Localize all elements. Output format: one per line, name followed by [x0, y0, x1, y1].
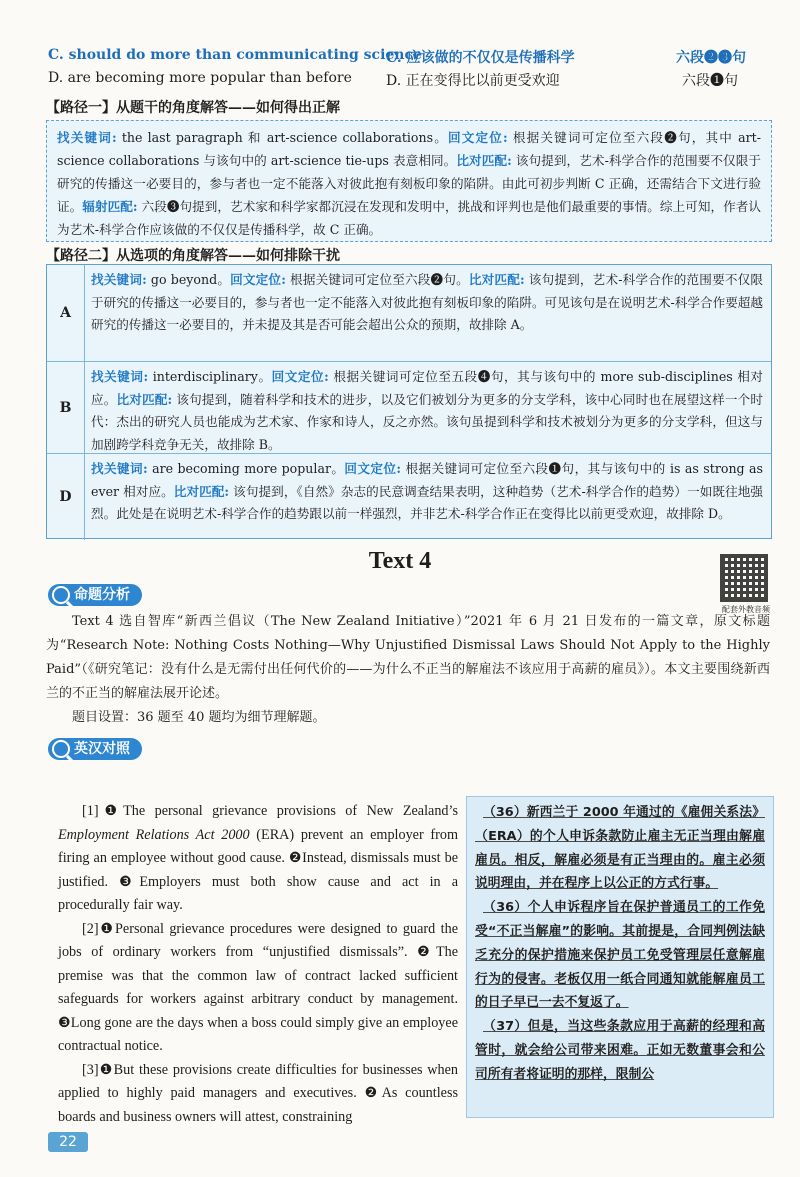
- match-label: 比对匹配:: [116, 391, 173, 407]
- english-paragraph-3: [3]❶But these provisions create difficulties for businesses when applied to highly paid managers and executives. ❷As countless boards and business owners will attest, constraining: [58, 1061, 458, 1125]
- text4-title: Text 4: [368, 548, 432, 574]
- locate-label: 回文定位:: [271, 369, 329, 384]
- keyword-label: 找关键词:: [91, 272, 147, 287]
- route1-heading: 【路径一】从题干的角度解答——如何得出正解: [46, 100, 340, 116]
- english-text: (ERA) prevent an employer from firing an employee without good cause. ❷Instead, dismissals must be justified. ❸Employers must both show cause and act in a procedurally fair way.: [58, 826, 458, 913]
- english-text: [1]❶The personal grievance provisions of New Zealand’s: [82, 803, 458, 819]
- option-letter: B: [47, 362, 85, 453]
- option-c-cn: C. 应该做的不仅仅是传播科学: [386, 50, 575, 66]
- analysis-label: [48, 584, 142, 606]
- option-text: 该句提到，随着科学和技术的进步，以及它们被划分为更多的分支学科，该中心同时也在展望这样一个时代：杰出的研究人员也能成为艺术家、作家和诗人，反之亦然。该句虽提到科学和技术被划分为更多的分支学科，但这与加剧跨学科竞争无关，故排除 B。: [91, 391, 763, 452]
- keyword-label: 找关键词:: [91, 461, 148, 476]
- option-text: 根据关键词可定位至五段❹句，其与该句中的 more sub-disciplines 相对应。: [91, 369, 763, 407]
- option-text: 该句提到，艺术-科学合作的范围要不仅限于研究的传播这一必要目的，参与者也一定不能落入对彼此抱有刻板印象的陷阱。可见该句是在说明艺术-科学合作要超越研究的传播这一必要目的，并未提及其是否可能会超出公众的预期，故排除 A。: [91, 272, 763, 332]
- route1-text: the last paragraph 和 art-science collaborations。: [116, 130, 448, 145]
- option-d-ref: 六段❶句: [682, 73, 738, 89]
- option-explanation: [91, 269, 763, 337]
- option-row-b: [47, 361, 771, 453]
- bilingual-label: [48, 738, 142, 760]
- option-letter: D: [47, 454, 85, 540]
- english-paragraph-2: [2]❶Personal grievance procedures were designed to guard the jobs of ordinary workers from “unjustified dismissals”. ❷The premise was that the common law of contract lacked sufficient safeguards for workers against arbitrary conduct by management. ❸Long gone are the days when a boss could simply give an employee contractual notice.: [58, 920, 458, 1054]
- magnifier-icon: [52, 586, 70, 604]
- chinese-paragraph-2: （36）个人申诉程序旨在保护普通员工的工作免受“不正当解雇”的影响。其前提是，合同判例法缺乏充分的保护措施来保护员工免受管理层任意解雇行为的侵害。老板仅用一纸合同通知就能解雇员工的日子早已一去不复返了。: [475, 900, 765, 1011]
- radiate-label: 辐射匹配:: [82, 199, 138, 214]
- analysis-paragraph: Text 4 选自智库“新西兰倡议（The New Zealand Initiative）”2021 年 6 月 21 日发布的一篇文章，原文标题为“Research Note: Nothing Costs Nothing—Why Unjustified Dismissal Laws Should Not Apply to the Highly Paid”（《研究笔记：没有什么是无需付出任何代价的——为什么不正当的解雇法不该应用于高薪的雇员》）。本文主要围绕新西兰的不正当的解雇法展开论述。: [46, 614, 770, 701]
- option-text: go beyond。: [146, 272, 231, 287]
- route2-table: [46, 264, 772, 539]
- option-text: interdisciplinary。: [148, 369, 272, 384]
- chinese-translation: [466, 796, 774, 1118]
- option-letter: A: [47, 265, 85, 361]
- chinese-paragraph-3: （37）但是，当这些条款应用于高薪的经理和高管时，就会给公司带来困难。正如无数董事会和公司所有者将证明的那样，限制公: [475, 1019, 765, 1082]
- magnifier-icon: [52, 740, 70, 758]
- route1-text: 该句提到，艺术-科学合作的范围要不仅限于研究的传播这一必要目的，参与者也一定不能落入对彼此抱有刻板印象的陷阱。由此可初步判断 C 正确，还需结合下文进行验证。: [57, 153, 762, 214]
- option-row-a: [47, 265, 771, 361]
- option-c-en: C. should do more than communicating science: [48, 47, 422, 63]
- option-d-en: D. are becoming more popular than before: [48, 70, 352, 86]
- act-title: Employment Relations Act 2000: [58, 826, 250, 843]
- route2-heading: 【路径二】从选项的角度解答——如何排除干扰: [46, 248, 340, 264]
- bilingual-label-text: 英汉对照: [74, 741, 130, 757]
- keyword-label: 找关键词:: [57, 130, 117, 145]
- option-text: 根据关键词可定位至六段❶句，其与该句中的 is as strong as ever 相对应。: [91, 461, 763, 499]
- match-label: 比对匹配:: [173, 483, 230, 499]
- option-c-ref: 六段❷❸句: [676, 50, 746, 66]
- option-row-d: [47, 453, 771, 540]
- option-d-cn: D. 正在变得比以前更受欢迎: [386, 73, 560, 89]
- locate-label: 回文定位:: [344, 461, 402, 476]
- keyword-label: 找关键词:: [91, 369, 149, 384]
- page-number: 22: [48, 1132, 88, 1152]
- english-paragraph-1: [58, 800, 458, 918]
- match-label: 比对匹配:: [468, 272, 525, 287]
- question-setup: 题目设置：36 题至 40 题均为细节理解题。: [72, 710, 326, 725]
- qr-code-icon[interactable]: [720, 554, 768, 602]
- option-text: are becoming more popular。: [147, 461, 345, 476]
- route1-text: 根据关键词可定位至六段❷句，其中 art-science collaborations 与该句中的 art-science tie-ups 表意相同。: [57, 130, 761, 168]
- option-text: 该句提到，《自然》杂志的民意调查结果表明，这种趋势（艺术-科学合作的趋势）一如既往地强烈。此处是在说明艺术-科学合作的趋势跟以前一样强烈，并非艺术-科学合作正在变得比以前更受欢迎，故排除 D。: [91, 483, 764, 521]
- locate-label: 回文定位:: [230, 272, 286, 287]
- option-explanation: [91, 366, 763, 456]
- locate-label: 回文定位:: [448, 130, 508, 145]
- qr-caption: 配套外教音频: [722, 605, 770, 614]
- chinese-paragraph-1: （36）新西兰于 2000 年通过的《雇佣关系法》（ERA）的个人申诉条款防止雇主无正当理由解雇雇员。相反，解雇必须是有正当理由的。雇主必须说明理由，并在程序上以公正的方式行事。: [475, 805, 765, 892]
- analysis-label-text: 命题分析: [74, 587, 130, 603]
- option-explanation: [91, 458, 763, 526]
- option-text: 根据关键词可定位至六段❷句。: [285, 272, 469, 287]
- route1-text: 六段❸句提到，艺术家和科学家都沉浸在发现和发明中，挑战和评判也是他们最重要的事情。综上可知，作者认为艺术-科学合作应该做的不仅仅是传播科学，故 C 正确。: [57, 199, 761, 237]
- match-label: 比对匹配:: [456, 153, 512, 168]
- route1-box: [46, 120, 772, 242]
- english-passage: [58, 800, 458, 1129]
